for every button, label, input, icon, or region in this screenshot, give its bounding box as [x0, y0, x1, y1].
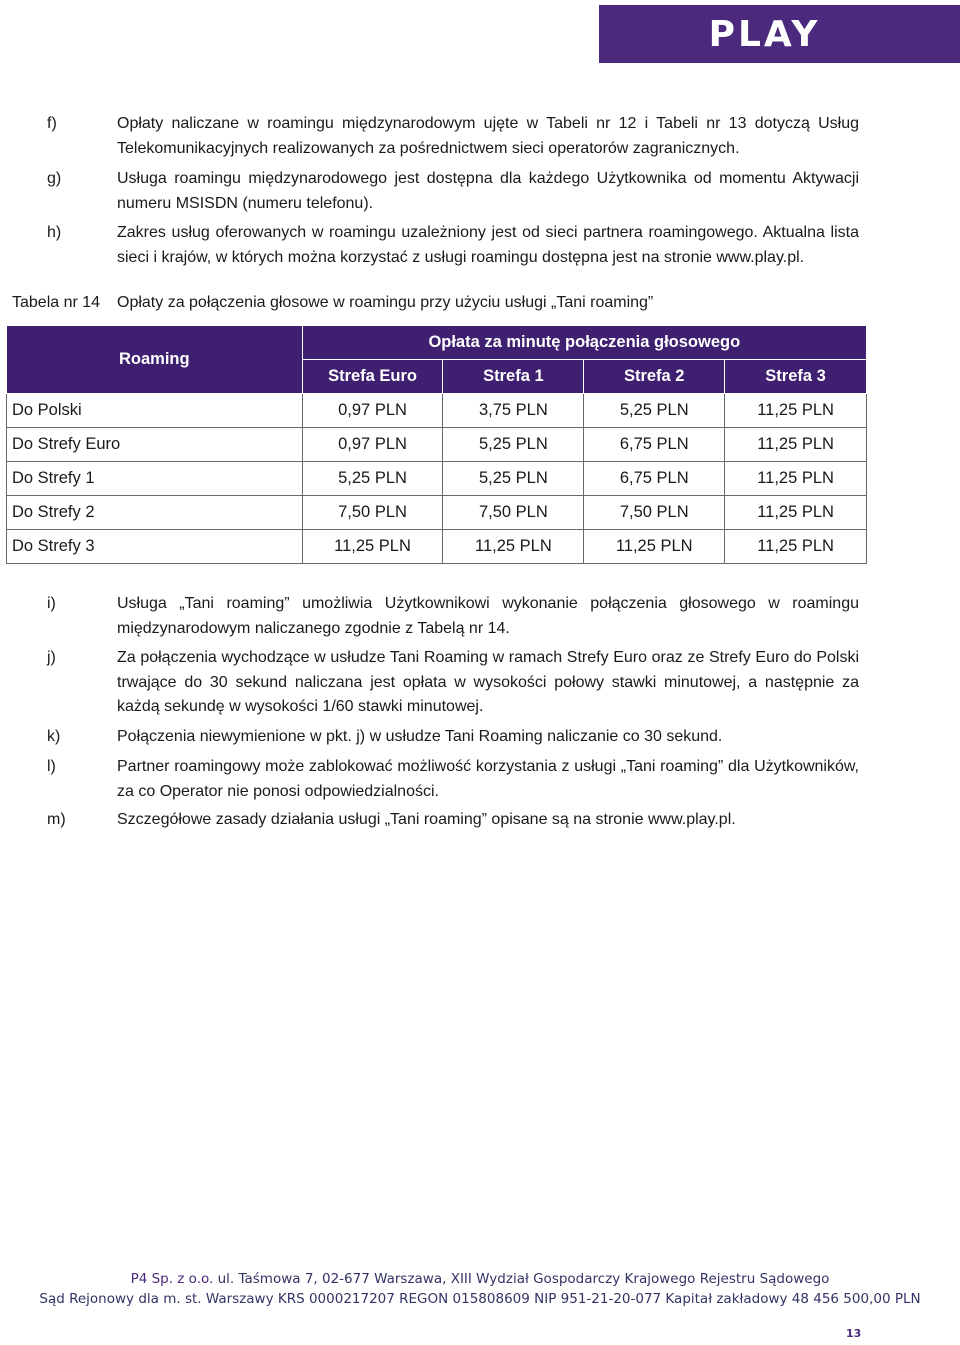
item-text: Usługa „Tani roaming” umożliwia Użytkownikowi wykonanie połączenia głosowego w roamingu międzynarodowym naliczanego zgodnie z Tabelą nr 14. [117, 595, 859, 637]
item-text: Opłaty naliczane w roamingu międzynarodowym ujęte w Tabeli nr 12 i Tabeli nr 13 dotyczą Usług Telekomunikacyjnych realizowanych za pośrednictwem sieci operatorów zagranicznych. [117, 115, 859, 157]
table-row [7, 394, 867, 428]
table-row [7, 530, 867, 564]
fee-group-header: Opłata za minutę połączenia głosowego [302, 326, 866, 360]
table-cell: 11,25 PLN [725, 428, 867, 462]
table-cell: 11,25 PLN [725, 530, 867, 564]
page-number: 13 [846, 1327, 862, 1340]
item-key: f) [47, 115, 57, 132]
roaming-rates-table [6, 325, 867, 564]
column-header: Strefa 3 [725, 360, 867, 394]
table-cell: 11,25 PLN [302, 530, 443, 564]
footer-company: P4 Sp. z o.o. [130, 1271, 214, 1287]
item-key: j) [47, 649, 56, 666]
row-label: Do Strefy 2 [7, 496, 303, 530]
item-key: m) [47, 811, 66, 828]
footer-line-1 [0, 1271, 960, 1287]
row-label: Do Strefy 3 [7, 530, 303, 564]
table-label: Tabela nr 14 [12, 294, 101, 311]
item-key: l) [47, 758, 56, 775]
table-cell: 11,25 PLN [725, 496, 867, 530]
table-header-row [7, 326, 867, 360]
table-cell: 11,25 PLN [584, 530, 725, 564]
item-text: Za połączenia wychodzące w usłudze Tani Roaming w ramach Strefy Euro oraz ze Strefy Euro do Polski trwające do 30 sekund naliczana jest opłata w wysokości połowy stawki minutowej, a następnie za każdą sekundę w wysokości 1/60 stawki minutowej. [117, 649, 859, 715]
table-cell: 5,25 PLN [584, 394, 725, 428]
footer-address: ul. Taśmowa 7, 02-677 Warszawa, XIII Wydział Gospodarczy Krajowego Rejestru Sądowego [213, 1271, 830, 1287]
column-header: Strefa 1 [443, 360, 584, 394]
row-label: Do Strefy 1 [7, 462, 303, 496]
table-cell: 5,25 PLN [443, 462, 584, 496]
table-cell: 11,25 PLN [443, 530, 584, 564]
table-cell: 7,50 PLN [584, 496, 725, 530]
table-cell: 6,75 PLN [584, 462, 725, 496]
item-text: Szczegółowe zasady działania usługi „Tani roaming” opisane są na stronie www.play.pl. [117, 811, 736, 828]
item-text: Partner roamingowy może zablokować możliwość korzystania z usługi „Tani roaming” dla Użytkowników, za co Operator nie ponosi odpowiedzialności. [117, 758, 859, 800]
roaming-header: Roaming [7, 326, 303, 394]
table-cell: 5,25 PLN [302, 462, 443, 496]
table-cell: 3,75 PLN [443, 394, 584, 428]
table-cell: 11,25 PLN [725, 394, 867, 428]
table-cell: 5,25 PLN [443, 428, 584, 462]
footer-line-2: Sąd Rejonowy dla m. st. Warszawy KRS 0000217207 REGON 015808609 NIP 951-21-20-077 Kapitał zakładowy 48 456 500,00 PLN [39, 1291, 921, 1307]
table-row [7, 428, 867, 462]
item-text: Połączenia niewymienione w pkt. j) w usłudze Tani Roaming naliczanie co 30 sekund. [117, 728, 723, 745]
table-cell: 7,50 PLN [443, 496, 584, 530]
table-cell: 7,50 PLN [302, 496, 443, 530]
column-header: Strefa 2 [584, 360, 725, 394]
column-header: Strefa Euro [302, 360, 443, 394]
row-label: Do Polski [7, 394, 303, 428]
table-cell: 0,97 PLN [302, 394, 443, 428]
logo-text: PLAY [708, 13, 821, 55]
row-label: Do Strefy Euro [7, 428, 303, 462]
play-logo [599, 5, 960, 63]
item-key: h) [47, 224, 62, 241]
item-key: i) [47, 595, 56, 612]
item-key: k) [47, 728, 61, 745]
item-text: Zakres usług oferowanych w roamingu uzależniony jest od sieci partnera roamingowego. Aktualna lista sieci i krajów, w których można korzystać z usługi roamingu dostępna jest na stronie www.play.pl. [117, 224, 859, 266]
table-cell: 11,25 PLN [725, 462, 867, 496]
item-text: Usługa roamingu międzynarodowego jest dostępna dla każdego Użytkownika od momentu Aktywacji numeru MSISDN (numeru telefonu). [117, 170, 859, 212]
table-cell: 0,97 PLN [302, 428, 443, 462]
table-row [7, 462, 867, 496]
table-caption: Opłaty za połączenia głosowe w roamingu przy użyciu usługi „Tani roaming” [117, 294, 654, 311]
table-row [7, 496, 867, 530]
table-cell: 6,75 PLN [584, 428, 725, 462]
item-key: g) [47, 170, 62, 187]
